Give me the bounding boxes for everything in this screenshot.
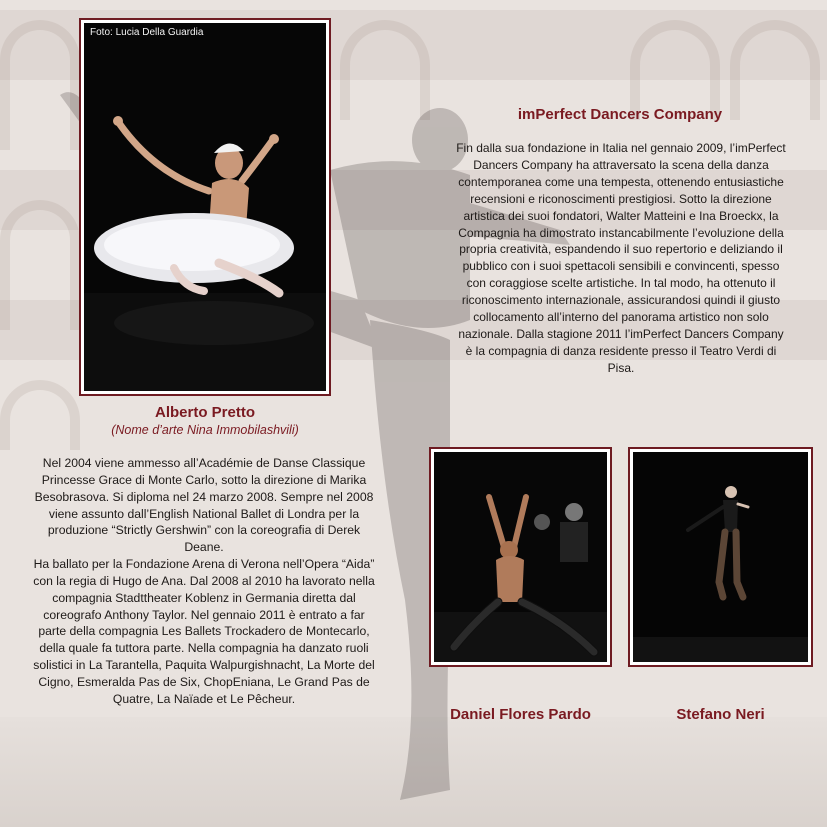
photo-alberto-pretto [84, 23, 326, 391]
dancer-name-daniel-flores-pardo: Daniel Flores Pardo [450, 706, 591, 723]
featured-dancer-stage-name: (Nome d’arte Nina Immobilashvili) [111, 423, 299, 437]
company-description: Fin dalla sua fondazione in Italia nel gennaio 2009, l’imPerfect Dancers Company ha attraversato la scena della danza contemporanea come una tempesta, ottenendo entusiastiche recensioni e riconoscimenti prestigiosi. Sotto la direzione artistica dei suoi fondatori, Walter Matteini e Ina Broeckx, la Compagnia ha dimostrato instancabilmente l’evoluzione della propria creatività, espandendo il suo repertorio e deliziando il pubblico con i suoi spettacoli sensibili e convincenti, spesso con coraggiose scelte artistiche. In tal modo, ha ottenuto il riconoscimento internazionale, assicurandosi quindi il giusto collocamento all’interno del panorama artistico non solo nazionale. Dalla stagione 2011 l’imPerfect Dancers Company è la compagnia di danza residente presso il Teatro Verdi di Pisa. [456, 141, 786, 375]
photo-frame-stefano-neri [628, 447, 813, 667]
photo-frame-daniel-flores-pardo [429, 447, 612, 667]
featured-dancer-bio [33, 455, 375, 708]
company-title: imPerfect Dancers Company [517, 106, 723, 123]
bio-paragraph: Nel 2004 viene ammesso all’Académie de Danse Classique Princesse Grace di Monte Carlo, sotto la direzione di Marika Besobrasova. Si diploma nel 24 marzo 2008. Sempre nel 2008 viene assunto dall’English National Ballet di Londra per la produzione “Strictly Gershwin” con la coreografia di Derek Deane. [34, 456, 374, 555]
dancer-name-stefano-neri: Stefano Neri [676, 706, 765, 723]
featured-dancer-name: Alberto Pretto [154, 404, 255, 421]
photo-stefano-neri [633, 452, 808, 662]
swan-dancer-illustration [84, 23, 326, 391]
dancer-lunge-illustration [434, 452, 607, 662]
photo-frame-alberto-pretto [79, 18, 331, 396]
photo-daniel-flores-pardo [434, 452, 607, 662]
bio-paragraph: Ha ballato per la Fondazione Arena di Verona nell’Opera “Aida” con la regia di Hugo de Ana. Dal 2008 al 2010 ha lavorato nella compagnia Stadttheater Koblenz in Germania diretta dal coreografo Anthony Taylor. Nel gennaio 2011 è entrato a far parte della compagnia Les Ballets Trockadero de Montecarlo, della quale fa tuttora parte. Nella compagnia ha danzato ruoli solistici in La Tarantella, Paquita Walpurgishnacht, La Morte del Cigno, Esmeralda Pas de Six, ChopEniana, Le Grand Pas de Quatre, La Naïade et Le Pêcheur. [33, 557, 375, 706]
photo-credit: Foto: Lucia Della Guardia [90, 27, 204, 38]
dancer-jump-illustration [633, 452, 808, 662]
